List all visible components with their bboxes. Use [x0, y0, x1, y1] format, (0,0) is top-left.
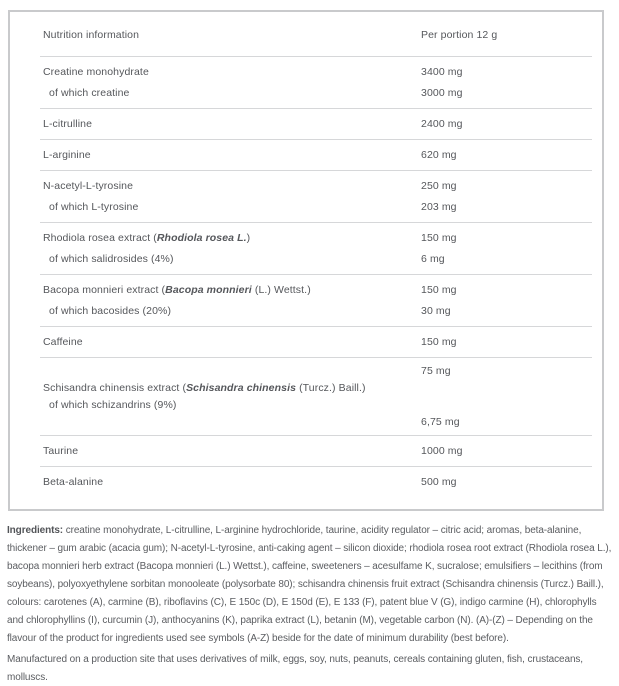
allergen-paragraph: Manufactured on a production site that uses derivatives of milk, eggs, soy, nuts, peanuts, cereals containing gluten, fish, crustaceans, molluscs. [7, 654, 583, 683]
table-line [10, 332, 602, 353]
ingredients-text: creatine monohydrate, L-citrulline, L-arginine hydrochloride, taurine, acidity regulator – citric acid; aromas, beta-alanine, thickener – gum arabic (acacia gum); N-acetyl-L-tyrosine, anti-caking agent – silicon dioxide; rhodiola rosea root extract (Rhodiola rosea L.), bacopa monnieri herb extract (Bacopa monnieri (L.) Wettst.), caffeine, sweeteners – acesulfame K, sucralose; emulsifiers – lecithins (from soybeans), polyoxyethylene sorbitan monooleate (polysorbate 80); schisandra chinensis fruit extract (Schisandra chinensis (Turcz.) Baill.), colours: carotenes (A), carmine (B), riboflavins (C), E 150c (D), E 150d (E), E 133 (F), patent blue V (G), indigo carmine (H), chlorophylls and chlorophyllins (I), curcumin (J), anthocyanins (K), paprika extract (L), betanin (M), vegetable carbon (N). (A)-(Z) – Depending on the flavour of the product for ingredients used see symbols (A-Z) beside for the date of minimum durability (best before). [7, 525, 612, 644]
row-value: 203 mg [421, 201, 457, 213]
table-row [10, 467, 602, 509]
row-label [10, 145, 421, 166]
ingredients-label: Ingredients: [7, 525, 64, 536]
row-label [10, 114, 421, 135]
label-text: of which salidrosides (4%) [49, 253, 174, 265]
row-label [10, 280, 421, 301]
row-label [10, 301, 421, 322]
table-line [10, 197, 602, 218]
row-value: 150 mg [421, 336, 457, 348]
label-text: of which schizandrins (9%) [49, 399, 177, 411]
row-value: 6 mg [421, 253, 445, 265]
row-value: 6,75 mg [421, 416, 460, 428]
ingredients-paragraph [7, 522, 612, 648]
row-value: 150 mg [421, 284, 457, 296]
label-text: Beta-alanine [43, 476, 104, 488]
table-row [10, 275, 602, 327]
label-text: L-citrulline [43, 118, 93, 130]
row-value: 500 mg [421, 476, 457, 488]
label-text: (L.) Wettst.) [251, 284, 311, 296]
row-label [10, 62, 421, 83]
label-text: Rhodiola rosea extract ( [43, 232, 157, 244]
row-value: 250 mg [421, 180, 457, 192]
table-row [10, 327, 602, 358]
table-header-row [10, 12, 602, 57]
label-text: of which bacosides (20%) [49, 305, 172, 317]
row-label [10, 25, 421, 46]
table-line [10, 62, 602, 83]
row-label [10, 228, 421, 249]
scientific-name: Rhodiola rosea L. [156, 232, 247, 244]
table-line [10, 441, 602, 462]
label-text: of which creatine [49, 87, 130, 99]
row-label [10, 197, 421, 218]
row-value: 2400 mg [421, 118, 463, 130]
label-text: Caffeine [43, 336, 83, 348]
table-line [10, 176, 602, 197]
row-label [10, 176, 421, 197]
label-text: Taurine [43, 445, 79, 457]
table-line [10, 301, 602, 322]
scientific-name: Bacopa monnieri [165, 284, 252, 296]
table-row [10, 140, 602, 171]
label-text: Creatine monohydrate [43, 66, 149, 78]
table-line [10, 380, 602, 397]
table-row [10, 171, 602, 223]
table-line [10, 414, 602, 431]
row-label [10, 380, 421, 397]
label-text: ) [246, 232, 251, 244]
table-line [10, 397, 602, 414]
label-text: Bacopa monnieri extract ( [43, 284, 166, 296]
row-value [421, 380, 602, 397]
table-line [10, 228, 602, 249]
table-row [10, 358, 602, 436]
row-value: 1000 mg [421, 445, 463, 457]
table-line [10, 114, 602, 135]
row-value: 150 mg [421, 232, 457, 244]
row-value: Per portion 12 g [421, 29, 498, 41]
row-label [10, 363, 421, 380]
table-row [10, 57, 602, 109]
label-text: (Turcz.) Baill.) [296, 382, 366, 394]
nutrition-table [8, 10, 604, 511]
row-value: 30 mg [421, 305, 451, 317]
row-label [10, 249, 421, 270]
row-label [10, 414, 421, 431]
table-line [10, 363, 602, 380]
table-line [10, 25, 602, 46]
table-line [10, 280, 602, 301]
row-label [10, 397, 421, 414]
row-value: 620 mg [421, 149, 457, 161]
row-label [10, 83, 421, 104]
table-line [10, 83, 602, 104]
row-value: 75 mg [421, 365, 451, 377]
scientific-name: Schisandra chinensis [186, 382, 297, 394]
table-row [10, 223, 602, 275]
row-label [10, 472, 421, 493]
label-text: N-acetyl-L-tyrosine [43, 180, 134, 192]
row-value: 3000 mg [421, 87, 463, 99]
table-row [10, 109, 602, 140]
table-row [10, 436, 602, 467]
table-line [10, 145, 602, 166]
label-text: Nutrition information [43, 29, 140, 41]
table-line [10, 472, 602, 493]
row-label [10, 332, 421, 353]
row-value [421, 397, 602, 414]
row-value: 3400 mg [421, 66, 463, 78]
label-text: of which L-tyrosine [49, 201, 139, 213]
table-line [10, 249, 602, 270]
label-text: Schisandra chinensis extract ( [43, 382, 187, 394]
row-label [10, 441, 421, 462]
label-text: L-arginine [43, 149, 91, 161]
